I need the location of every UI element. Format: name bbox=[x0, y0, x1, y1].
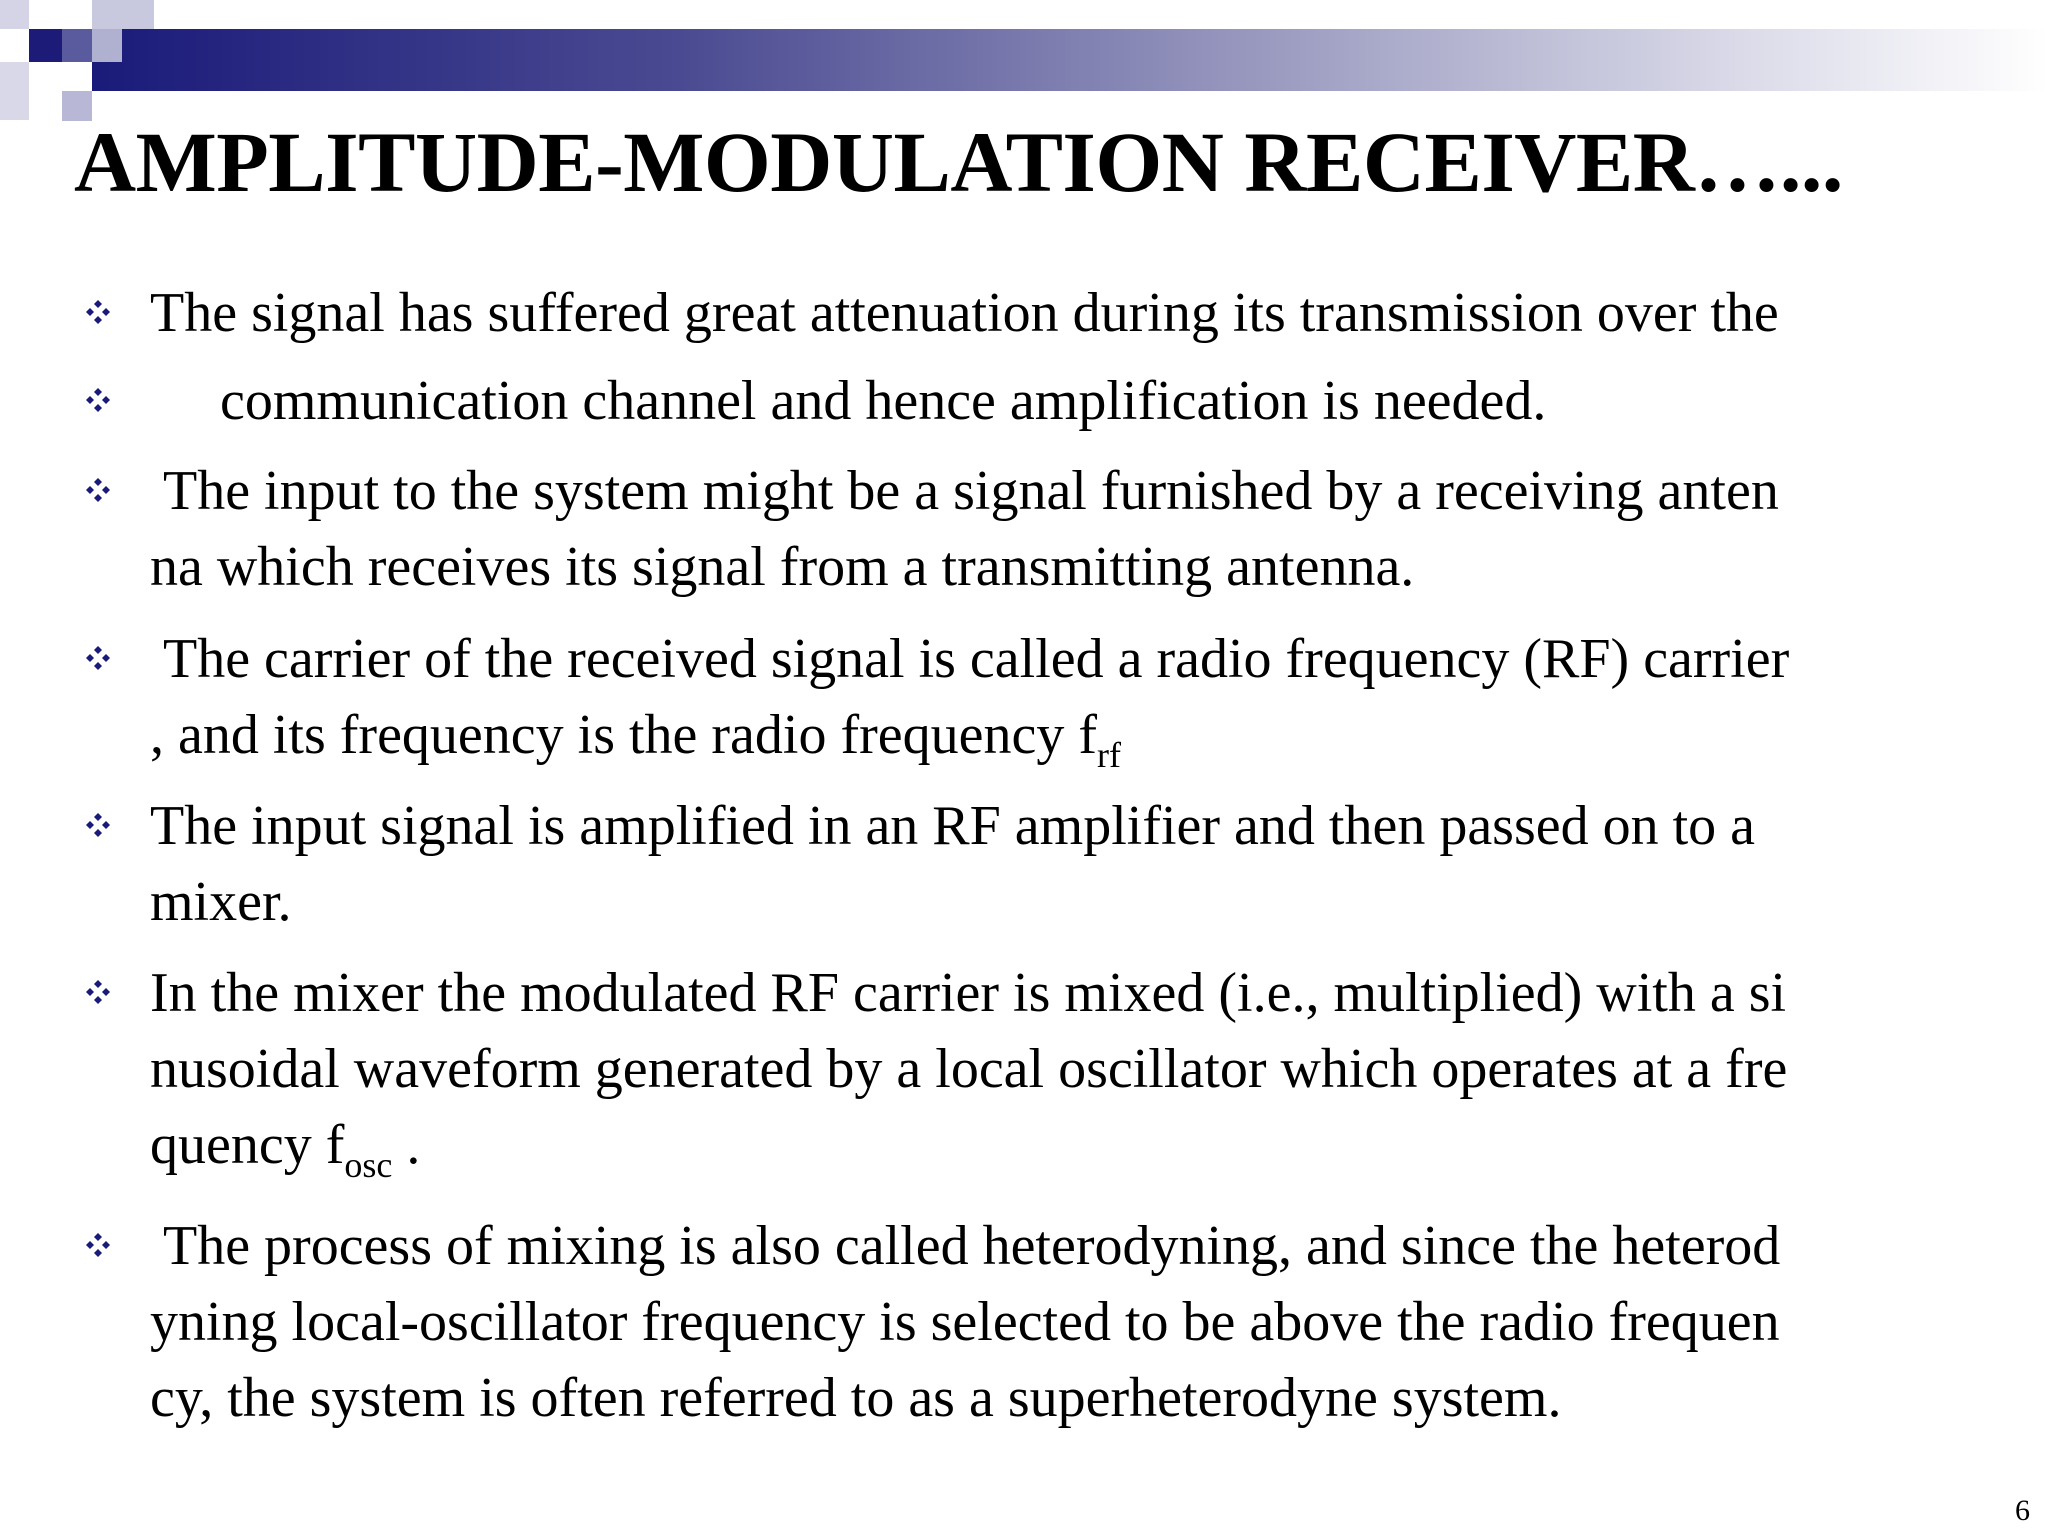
subscript: osc bbox=[344, 1145, 393, 1185]
bullet-text-line: nusoidal waveform generated by a local oscillator which operates at a fre bbox=[150, 1038, 1788, 1100]
bullet-text-line: In the mixer the modulated RF carrier is mixed (i.e., multiplied) with a si bbox=[150, 962, 1787, 1024]
bullet-text-line: yning local-oscillator frequency is selected to be above the radio frequen bbox=[150, 1291, 1780, 1353]
bullet-text-line: , and its frequency is the radio frequency $f_{rf}$ bbox=[150, 704, 1121, 775]
bullet-text-line: The signal has suffered great attenuation during its transmission over the bbox=[150, 282, 1779, 344]
decor-square bbox=[0, 0, 29, 29]
bullet-text-line: The carrier of the received signal is called a radio frequency (RF) carrier bbox=[150, 628, 1790, 690]
bullet-text-line: cy, the system is often referred to as a superheterodyne system. bbox=[150, 1367, 1562, 1429]
bullet-text-line: mixer. bbox=[150, 871, 292, 933]
diamond-four-icon bbox=[85, 1232, 111, 1258]
decor-square bbox=[92, 0, 154, 29]
diamond-four-icon bbox=[85, 299, 111, 325]
subscript: rf bbox=[1096, 735, 1121, 775]
page-number: 6 bbox=[2015, 1494, 2030, 1527]
diamond-four-icon bbox=[85, 812, 111, 838]
bullet-text-line: na which receives its signal from a transmitting antenna. bbox=[150, 536, 1415, 598]
decor-square bbox=[0, 62, 29, 120]
diamond-four-icon bbox=[85, 645, 111, 671]
diamond-four-icon bbox=[85, 477, 111, 503]
header-gradient-bar bbox=[92, 29, 2048, 91]
bullet-text-line: quency $f_{osc}$ . bbox=[150, 1114, 421, 1185]
diamond-four-icon bbox=[85, 387, 111, 413]
bullet-text-line: communication channel and hence amplification is needed. bbox=[150, 370, 1547, 432]
slide-title: AMPLITUDE-MODULATION RECEIVER…... bbox=[74, 114, 1843, 210]
bullet-text-line: The input to the system might be a signal furnished by a receiving anten bbox=[150, 460, 1779, 522]
diamond-four-icon bbox=[85, 979, 111, 1005]
bullet-text-line: The input signal is amplified in an RF amplifier and then passed on to a bbox=[150, 795, 1756, 857]
bullet-text-line: The process of mixing is also called heterodyning, and since the heterod bbox=[150, 1215, 1781, 1277]
decor-square bbox=[62, 29, 92, 62]
decor-square bbox=[29, 29, 62, 62]
